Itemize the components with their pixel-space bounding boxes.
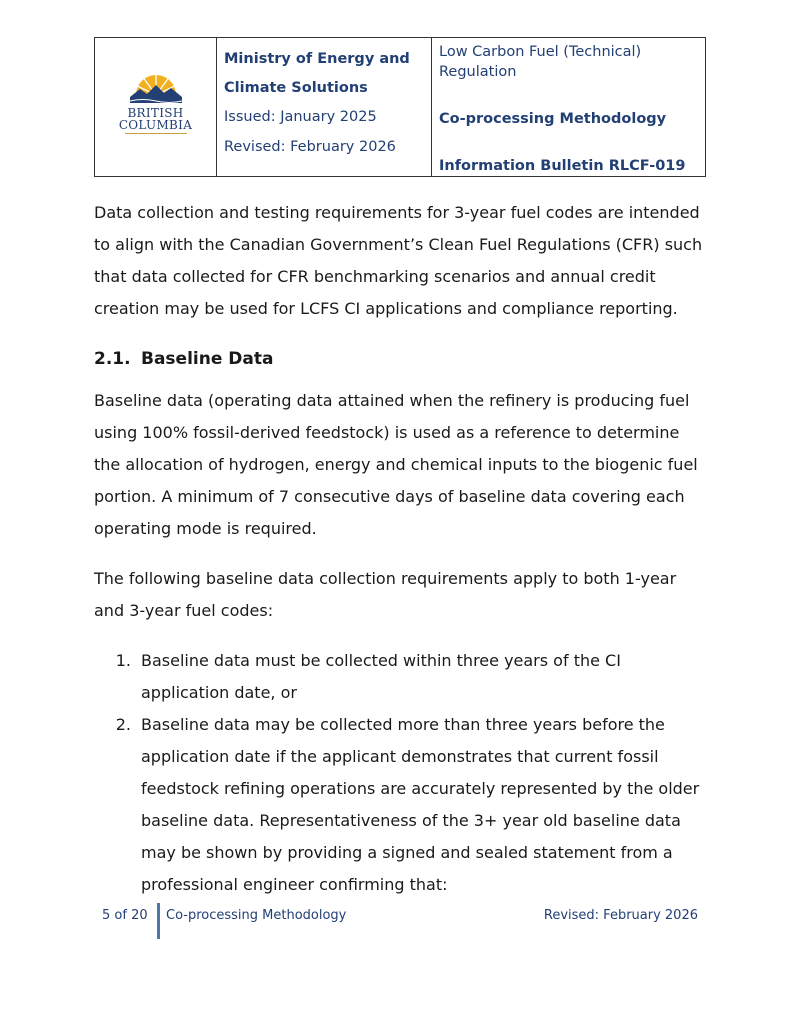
- ministry-name: Ministry of Energy and Climate Solutions: [224, 51, 410, 96]
- bulletin-number: Information Bulletin RLCF-019: [439, 158, 686, 174]
- list-item-number: 2.: [115, 715, 131, 734]
- section-heading: [94, 347, 710, 371]
- baseline-paragraph: Baseline data (operating data attained when the refinery is producing fuel using 100% fossil-derived feedstock) is used as a reference to determine the allocation of hydrogen, energy and chemical inputs to the biogenic fuel portion. A minimum of 7 consecutive days of baseline data covering each operating mode is required.: [94, 391, 698, 538]
- requirements-intro: The following baseline data collection requirements apply to both 1-year and 3-year fuel codes:: [94, 569, 677, 620]
- list-item: [94, 645, 710, 709]
- regulation-cell: [432, 38, 706, 177]
- document-header: [94, 37, 706, 177]
- page-number: 5 of 20: [102, 908, 148, 923]
- footer-divider: [157, 903, 160, 939]
- bc-logo: [95, 38, 216, 169]
- list-item-number: 1.: [115, 651, 131, 670]
- list-item: [94, 709, 710, 901]
- methodology-title: Co-processing Methodology: [439, 111, 667, 127]
- logo-cell: [95, 38, 217, 177]
- logo-text-british: BRITISH: [127, 106, 184, 120]
- footer-title: Co-processing Methodology: [166, 908, 347, 923]
- document-body: [94, 197, 710, 901]
- ministry-cell: [217, 38, 432, 177]
- intro-paragraph: Data collection and testing requirements for 3-year fuel codes are intended to align with the Canadian Government’s Clean Fuel Regulations (CFR) such that data collected for CFR benchmarking scenarios and annual credit creation may be used for LCFS CI applications and compliance reporting.: [94, 203, 703, 318]
- footer-revised: Revised: February 2026: [543, 908, 698, 923]
- issued-date: Issued: January 2025: [224, 109, 377, 125]
- page-footer: [94, 903, 706, 939]
- logo-underline: [125, 133, 187, 134]
- list-item-text: Baseline data must be collected within three years of the CI application date, or: [141, 651, 621, 702]
- logo-text-columbia: COLUMBIA: [118, 118, 193, 132]
- revised-date: Revised: February 2026: [224, 139, 396, 155]
- section-title: Baseline Data: [141, 349, 274, 369]
- regulation-name: Low Carbon Fuel (Technical) Regulation: [439, 44, 642, 80]
- requirements-list: [94, 645, 710, 901]
- section-number: 2.1.: [94, 349, 131, 369]
- list-item-text: Baseline data may be collected more than three years before the application date if the applicant demonstrates that current fossil feedstock refining operations are accurately represented by the older baseline data. Representativeness of the 3+ year old baseline data may be shown by providing a signed and sealed statement from a professional engineer confirming that:: [141, 715, 700, 894]
- bc-sun-mountain-icon: [128, 73, 184, 105]
